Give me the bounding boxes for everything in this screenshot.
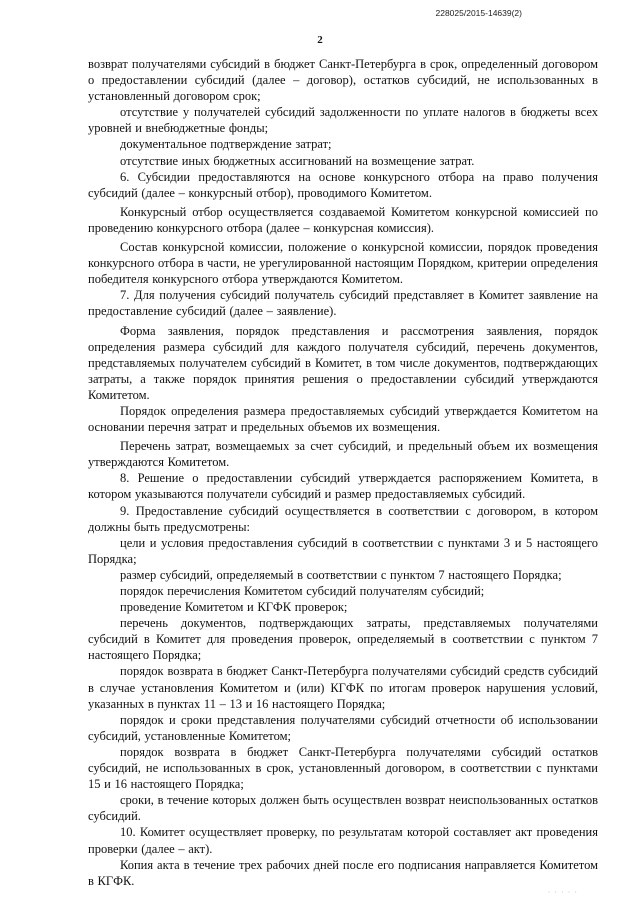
paragraph: 8. Решение о предоставлении субсидий утверждается распоряжением Комитета, в котором указываются получатели субсидий и размер предоставляемых субсидий. xyxy=(88,471,598,502)
page-number: 2 xyxy=(317,34,323,46)
paragraph: документальное подтверждение затрат; xyxy=(120,137,332,152)
paragraph: Перечень затрат, возмещаемых за счет субсидий, и предельный объем их возмещения утверждаются Комитетом. xyxy=(88,439,598,470)
paragraph: 9. Предоставление субсидий осуществляется в соответствии с договором, в котором должны быть предусмотрены: xyxy=(88,503,598,534)
paragraph: Конкурсный отбор осуществляется создаваемой Комитетом конкурсной комиссией по проведению конкурсного отбора (далее – конкурсная комиссия). xyxy=(88,204,598,235)
paragraph: цели и условия предоставления субсидий в соответствии с пунктами 3 и 5 настоящего Порядка; xyxy=(88,535,598,566)
paragraph: порядок возврата в бюджет Санкт-Петербурга получателями субсидий средств субсидий в случае установления Комитетом и (или) КГФК по итогам проверок нарушения условий, указанных в пунктах 11 – 13 и 16 настоящего Порядка; xyxy=(88,664,598,711)
paragraph: 10. Комитет осуществляет проверку, по результатам которой составляет акт проведения проверки (далее – акт). xyxy=(88,825,598,856)
paragraph: 7. Для получения субсидий получатель субсидий представляет в Комитет заявление на предоставление субсидий (далее – заявление). xyxy=(88,288,598,319)
paragraph: Форма заявления, порядок представления и рассмотрения заявления, порядок определения размера субсидий для каждого получателя субсидий, перечень документов, представляемых получателем субсидий в Комитет, в том числе документов, подтверждающих затраты, а также порядок принятия решения о предоставлении субсидий утверждаются Комитетом. xyxy=(88,323,598,402)
document-registration-code: 228025/2015-14639(2) xyxy=(435,8,522,18)
paragraph: порядок перечисления Комитетом субсидий получателям субсидий; xyxy=(120,584,485,598)
scan-artifact-dots: · · · · · xyxy=(547,888,578,897)
paragraph: Состав конкурсной комиссии, положение о конкурсной комиссии, порядок проведения конкурсного отбора в части, не урегулированной настоящим Порядком, критерии определения победителя конкурсного отбора утверждаются Комитетом. xyxy=(88,240,598,287)
paragraph: Порядок определения размера предоставляемых субсидий утверждается Комитетом на основании перечня затрат и предельных объемов их возмещения. xyxy=(88,403,598,435)
paragraph: отсутствие у получателей субсидий задолженности по уплате налогов в бюджеты всех уровней и внебюджетные фонды; xyxy=(88,105,598,136)
paragraph: размер субсидий, определяемый в соответствии с пунктом 7 настоящего Порядка; xyxy=(120,567,562,582)
paragraph: сроки, в течение которых должен быть осуществлен возврат неиспользованных остатков субсидий. xyxy=(88,793,598,824)
paragraph: перечень документов, подтверждающих затраты, представляемых получателями субсидий в Комитет для проведения проверок, определяемый в соответствии с пунктом 7 настоящего Порядка; xyxy=(88,616,598,663)
paragraph: возврат получателями субсидий в бюджет Санкт-Петербурга в срок, определенный договором о предоставлении субсидий (далее – договор), остатков субсидий, не использованных в установленный договором срок; xyxy=(88,57,598,104)
paragraph: отсутствие иных бюджетных ассигнований на возмещение затрат. xyxy=(120,153,475,168)
paragraph: Копия акта в течение трех рабочих дней после его подписания направляется Комитетом в КГФК. xyxy=(88,857,598,888)
paragraph: проведение Комитетом и КГФК проверок; xyxy=(120,600,348,615)
paragraph: порядок возврата в бюджет Санкт-Петербурга получателями субсидий остатков субсидий, не использованных в срок, установленный договором, в соответствии с пунктами 15 и 16 настоящего Порядка; xyxy=(88,744,598,792)
paragraph: порядок и сроки представления получателями субсидий отчетности об использовании субсидий, установленные Комитетом; xyxy=(88,712,598,743)
document-body xyxy=(88,56,598,889)
paragraph: 6. Субсидии предоставляются на основе конкурсного отбора на право получения субсидий (далее – конкурсный отбор), проводимого Комитетом. xyxy=(88,169,598,200)
